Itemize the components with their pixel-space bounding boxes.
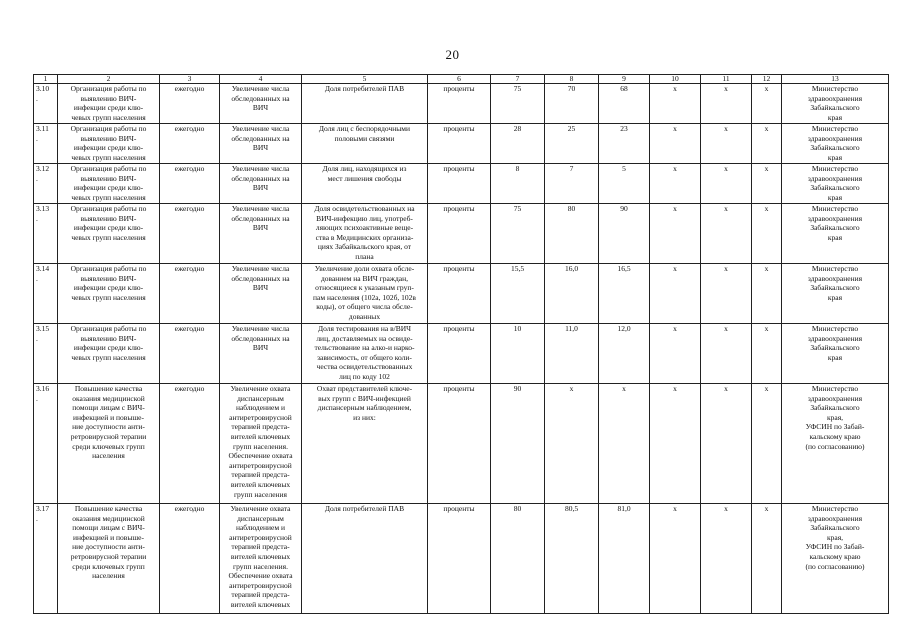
value-cell: 80,5 — [545, 504, 599, 614]
activity-cell: Организация работы по выявлению ВИЧ- инфекции среди клю- чевых групп населения — [58, 204, 160, 264]
value-cell: x — [752, 384, 782, 504]
value-cell: x — [752, 504, 782, 614]
row-number: 3.12 . — [34, 164, 58, 204]
value-cell: 11,0 — [545, 324, 599, 384]
value-cell: x — [701, 84, 752, 124]
executor-cell: Министерство здравоохранения Забайкальского края — [782, 84, 889, 124]
activity-cell: Организация работы по выявлению ВИЧ- инфекции среди клю- чевых групп населения — [58, 324, 160, 384]
table-row — [34, 264, 889, 324]
column-number: 1 — [34, 75, 58, 84]
value-cell: x — [599, 384, 650, 504]
column-number: 7 — [491, 75, 545, 84]
value-cell: 23 — [599, 124, 650, 164]
value-cell: x — [752, 264, 782, 324]
value-cell: x — [650, 124, 701, 164]
row-number: 3.16 . — [34, 384, 58, 504]
program-table — [33, 74, 889, 614]
value-cell: x — [701, 124, 752, 164]
indicator-cell: Охват представителей ключе- вых групп с ВИЧ-инфекцией диспансерным наблюдением, из них: — [302, 384, 428, 504]
value-cell: x — [650, 264, 701, 324]
indicator-cell: Увеличение доли охвата обсле- дованием на ВИЧ граждан, относящиеся к указаным груп- пам населения (102а, 102б, 102в коды), от общего числа обсле- дованных — [302, 264, 428, 324]
value-cell: x — [650, 504, 701, 614]
value-cell: 90 — [491, 384, 545, 504]
result-cell: Увеличение числа обследованных на ВИЧ — [220, 164, 302, 204]
row-number: 3.14 . — [34, 264, 58, 324]
executor-cell: Министерство здравоохранения Забайкальского края — [782, 324, 889, 384]
value-cell: 70 — [545, 84, 599, 124]
page-number: 20 — [445, 47, 460, 62]
executor-cell: Министерство здравоохранения Забайкальского края — [782, 124, 889, 164]
value-cell: x — [650, 204, 701, 264]
period-cell: ежегодно — [160, 384, 220, 504]
period-cell: ежегодно — [160, 124, 220, 164]
activity-cell: Повышение качества оказания медицинской помощи лицам с ВИЧ- инфекцией и повыше- ние доступности анти- ретровирусной терапии среди ключевых групп населения — [58, 384, 160, 504]
value-cell: x — [752, 124, 782, 164]
indicator-cell: Доля потребителей ПАВ — [302, 84, 428, 124]
value-cell: x — [752, 204, 782, 264]
value-cell: 25 — [545, 124, 599, 164]
row-number: 3.11 . — [34, 124, 58, 164]
value-cell: 15,5 — [491, 264, 545, 324]
unit-cell: проценты — [428, 204, 491, 264]
row-number: 3.13 . — [34, 204, 58, 264]
period-cell: ежегодно — [160, 164, 220, 204]
value-cell: 80 — [545, 204, 599, 264]
table-row — [34, 204, 889, 264]
indicator-cell: Доля лиц, находящихся из мест лишения свободы — [302, 164, 428, 204]
column-number: 6 — [428, 75, 491, 84]
unit-cell: проценты — [428, 384, 491, 504]
executor-cell: Министерство здравоохранения Забайкальского края — [782, 204, 889, 264]
indicator-cell: Доля потребителей ПАВ — [302, 504, 428, 614]
period-cell: ежегодно — [160, 84, 220, 124]
value-cell: 68 — [599, 84, 650, 124]
unit-cell: проценты — [428, 164, 491, 204]
period-cell: ежегодно — [160, 324, 220, 384]
result-cell: Увеличение числа обследованных на ВИЧ — [220, 84, 302, 124]
column-number: 4 — [220, 75, 302, 84]
value-cell: 80 — [491, 504, 545, 614]
value-cell: x — [650, 164, 701, 204]
value-cell: 75 — [491, 204, 545, 264]
unit-cell: проценты — [428, 264, 491, 324]
value-cell: x — [650, 384, 701, 504]
activity-cell: Организация работы по выявлению ВИЧ- инфекции среди клю- чевых групп населения — [58, 84, 160, 124]
indicator-cell: Доля тестирования на в/ВИЧ лиц, доставляемых на освиде- тельствование на алко-и нарко- зависимость, от общего коли- чества освидетельствованных лиц по коду 102 — [302, 324, 428, 384]
column-number: 11 — [701, 75, 752, 84]
result-cell: Увеличение числа обследованных на ВИЧ — [220, 204, 302, 264]
activity-cell: Организация работы по выявлению ВИЧ- инфекции среди клю- чевых групп населения — [58, 124, 160, 164]
executor-cell: Министерство здравоохранения Забайкальского края, УФСИН по Забай- кальскому краю (по согласованию) — [782, 384, 889, 504]
table-row — [34, 384, 889, 504]
unit-cell: проценты — [428, 124, 491, 164]
value-cell: x — [752, 84, 782, 124]
row-number: 3.10 . — [34, 84, 58, 124]
value-cell: x — [701, 384, 752, 504]
value-cell: x — [752, 324, 782, 384]
indicator-cell: Доля лиц с беспорядочными половыми связями — [302, 124, 428, 164]
value-cell: x — [752, 164, 782, 204]
unit-cell: проценты — [428, 324, 491, 384]
table-row — [34, 324, 889, 384]
value-cell: x — [701, 164, 752, 204]
column-number: 9 — [599, 75, 650, 84]
value-cell: x — [650, 324, 701, 384]
executor-cell: Министерство здравоохранения Забайкальского края — [782, 164, 889, 204]
unit-cell: проценты — [428, 84, 491, 124]
table-body — [34, 84, 889, 614]
row-number: 3.17 . — [34, 504, 58, 614]
value-cell: 12,0 — [599, 324, 650, 384]
value-cell: 5 — [599, 164, 650, 204]
row-number: 3.15 . — [34, 324, 58, 384]
result-cell: Увеличение числа обследованных на ВИЧ — [220, 324, 302, 384]
value-cell: x — [650, 84, 701, 124]
value-cell: 28 — [491, 124, 545, 164]
result-cell: Увеличение числа обследованных на ВИЧ — [220, 264, 302, 324]
executor-cell: Министерство здравоохранения Забайкальского края — [782, 264, 889, 324]
executor-cell: Министерство здравоохранения Забайкальского края, УФСИН по Забай- кальскому краю (по согласованию) — [782, 504, 889, 614]
value-cell: 16,5 — [599, 264, 650, 324]
result-cell: Увеличение охвата диспансерным наблюдением и антиретровирусной терапией предста- вителей ключевых групп населения. Обеспечение охвата антиретровирусной терапией предста- вителей ключевых — [220, 504, 302, 614]
column-number: 8 — [545, 75, 599, 84]
column-number: 2 — [58, 75, 160, 84]
value-cell: x — [701, 264, 752, 324]
value-cell: 75 — [491, 84, 545, 124]
column-number: 13 — [782, 75, 889, 84]
value-cell: x — [701, 504, 752, 614]
value-cell: x — [545, 384, 599, 504]
column-number: 5 — [302, 75, 428, 84]
activity-cell: Повышение качества оказания медицинской помощи лицам с ВИЧ- инфекцией и повыше- ние доступности анти- ретровирусной терапии среди ключевых групп населения — [58, 504, 160, 614]
table-row — [34, 504, 889, 614]
column-number: 12 — [752, 75, 782, 84]
table-row — [34, 84, 889, 124]
column-number: 3 — [160, 75, 220, 84]
result-cell: Увеличение охвата диспансерным наблюдением и антиретровирусной терапией предста- вителей ключевых групп населения. Обеспечение охвата антиретровирусной терапией предста- вителей ключевых групп населения — [220, 384, 302, 504]
table-row — [34, 164, 889, 204]
table-row — [34, 124, 889, 164]
period-cell: ежегодно — [160, 204, 220, 264]
unit-cell: проценты — [428, 504, 491, 614]
value-cell: 8 — [491, 164, 545, 204]
value-cell: 16,0 — [545, 264, 599, 324]
column-number-row — [34, 75, 889, 84]
value-cell: 7 — [545, 164, 599, 204]
period-cell: ежегодно — [160, 264, 220, 324]
activity-cell: Организация работы по выявлению ВИЧ- инфекции среди клю- чевых групп населения — [58, 164, 160, 204]
value-cell: 90 — [599, 204, 650, 264]
value-cell: x — [701, 324, 752, 384]
indicator-cell: Доля освидетельствованных на ВИЧ-инфекцию лиц, употреб- ляющих психоактивные веще- ства в Медицинских организа- циях Забайкальского края, от плана — [302, 204, 428, 264]
period-cell: ежегодно — [160, 504, 220, 614]
result-cell: Увеличение числа обследованных на ВИЧ — [220, 124, 302, 164]
value-cell: 10 — [491, 324, 545, 384]
activity-cell: Организация работы по выявлению ВИЧ- инфекции среди клю- чевых групп населения — [58, 264, 160, 324]
value-cell: 81,0 — [599, 504, 650, 614]
value-cell: x — [701, 204, 752, 264]
column-number: 10 — [650, 75, 701, 84]
